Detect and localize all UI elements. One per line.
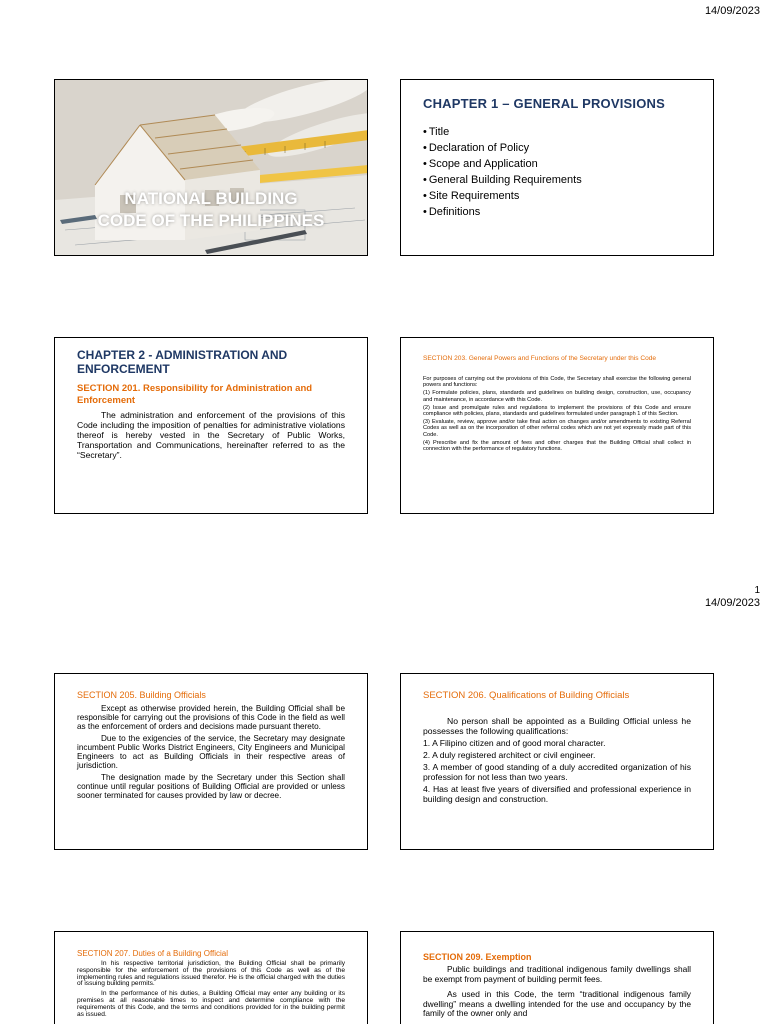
slide-title-photo [54, 79, 368, 256]
section-heading: SECTION 205. Building Officials [77, 690, 206, 700]
paragraph: Public buildings and traditional indigenous family dwellings shall be exempt from payment of building permit fees. [423, 964, 691, 984]
topic-list [423, 124, 582, 220]
slide-title: CHAPTER 2 - ADMINISTRATION AND ENFORCEMENT [77, 348, 288, 376]
slide-chapter2 [54, 337, 368, 514]
slide-title: CHAPTER 1 – GENERAL PROVISIONS [423, 96, 665, 111]
list-item: • Scope and Application [423, 156, 582, 172]
list-item: • Title [423, 124, 582, 140]
paragraph: (2) Issue and promulgate rules and regulations to implement the provisions of this Code and ensure compliance with policies, plans, standards and guidelines formulated under paragraph 1 of this Section. [423, 404, 691, 418]
section-heading: SECTION 203. General Powers and Functions of the Secretary under this Code [423, 355, 657, 362]
slide-section-203 [400, 337, 714, 514]
list-item: • Site Requirements [423, 188, 582, 204]
section-heading: SECTION 206. Qualifications of Building Officials [423, 690, 630, 701]
section-heading: SECTION 201. Responsibility for Administration and Enforcement [77, 383, 313, 406]
paragraph: Except as otherwise provided herein, the Building Official shall be responsible for carrying out the provisions of this Code in the field as well as the enforcement of orders and decisions made pursuant thereto. [77, 704, 345, 731]
section-body [423, 716, 691, 806]
list-item: • Declaration of Policy [423, 140, 582, 156]
section-body [423, 376, 691, 454]
page-date: 14/09/2023 [704, 5, 760, 17]
slide-chapter1 [400, 79, 714, 256]
page-date: 14/09/2023 [704, 597, 760, 609]
slide-section-206 [400, 673, 714, 850]
paragraph: No person shall be appointed as a Building Official unless he possesses the following qualifications: [423, 716, 691, 736]
paragraph: (1) Formulate policies, plans, standards and guidelines on building design, construction, use, occupancy and maintenance, in accordance with this Code. [423, 390, 691, 403]
section-heading: SECTION 207. Duties of a Building Official [77, 949, 229, 958]
slide-section-207 [54, 931, 368, 1024]
paragraph: For purposes of carrying out the provisions of this Code, the Secretary shall exercise the following general powers and functions: [423, 376, 691, 389]
paragraph: In his respective territorial jurisdiction, the Building Official shall be primarily responsible for the enforcement of the provisions of this Code as well as of the implementing rules and regulations issued therefor. He is the official charged with the duties of issuing building permits. [77, 960, 345, 988]
paragraph: As used in this Code, the term “traditional indigenous family dwelling” means a dwelling intended for the use and occupancy by the family of the owner only and [423, 989, 691, 1018]
list-item: 4. Has at least five years of diversified and professional experience in building design and construction. [423, 784, 691, 804]
paragraph: In the performance of his duties, a Building Official may enter any building or its premises at all reasonable times to inspect and determine compliance with the requirements of this Code, and the terms and conditions provided for in the building permit as issued. [77, 990, 345, 1018]
list-item: • General Building Requirements [423, 172, 582, 188]
paragraph: (3) Evaluate, review, approve and/or take final action on changes and/or amendments to existing Referral Codes as well as on the incorporation of other referral codes which are not yet expressly made part of this Code. [423, 419, 691, 438]
list-item: 3. A member of good standing of a duly accredited organization of his profession for not less than two years. [423, 762, 691, 782]
paragraph: (4) Prescribe and fix the amount of fees and other charges that the Building Official shall collect in connection with the performance of regulatory functions. [423, 439, 691, 453]
presentation-title [55, 188, 367, 232]
page-number: 1 [754, 585, 760, 596]
paragraph: The designation made by the Secretary under this Section shall continue until regular positions of Building Official are provided or unless sooner terminated for causes provided by law or decree. [77, 773, 345, 800]
list-item: 2. A duly registered architect or civil engineer. [423, 750, 596, 760]
section-body: The administration and enforcement of the provisions of this Code including the imposition of penalties for administrative violations thereof is hereby vested in the Secretary of Public Works, Transportation and Communications, hereinafter referred to as the “Secretary”. [77, 410, 345, 460]
slide-section-205 [54, 673, 368, 850]
presentation-title-line2: CODE OF THE PHILIPPINES [97, 211, 325, 230]
section-heading: SECTION 209. Exemption [423, 952, 532, 962]
presentation-title-line1: NATIONAL BUILDING [124, 189, 298, 208]
paragraph: Due to the exigencies of the service, the Secretary may designate incumbent Public Works District Engineers, City Engineers and Municipal Engineers to act as Building Officials in their respective areas of jurisdiction. [77, 734, 345, 770]
section-body [77, 704, 345, 803]
list-item: • Definitions [423, 204, 582, 220]
section-body [77, 961, 345, 1021]
list-item: 1. A Filipino citizen and of good moral character. [423, 738, 606, 748]
slide-section-209 [400, 931, 714, 1024]
section-body [423, 965, 691, 1024]
